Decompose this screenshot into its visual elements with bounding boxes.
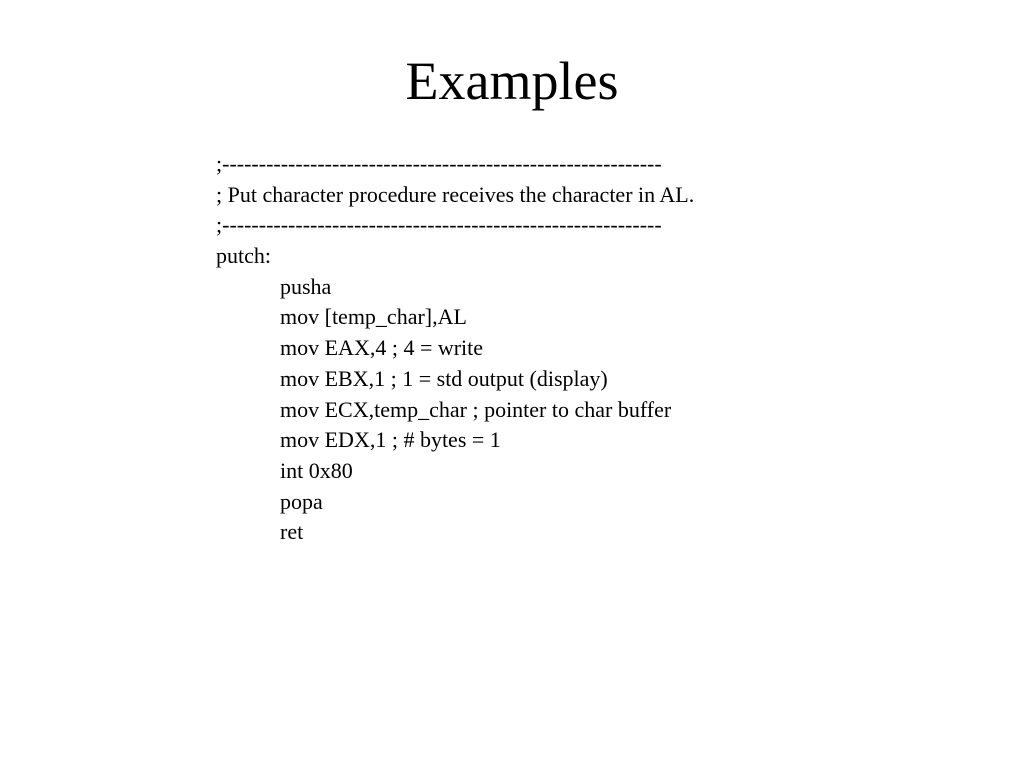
code-line-mov-temp-char: mov [temp_char],AL [280,304,467,330]
code-label-putch: putch: [216,243,271,269]
code-comment-separator-bottom: ;------------------------------------------------------------ [216,212,662,238]
code-line-mov-ecx: mov ECX,temp_char ; pointer to char buffer [280,396,672,422]
code-line-ret: ret [280,519,304,545]
code-line-mov-eax: mov EAX,4 ; 4 = write [280,335,484,361]
code-line-mov-ebx: mov EBX,1 ; 1 = std output (display) [280,365,608,391]
code-block [216,149,1006,548]
code-comment-separator-top: ;------------------------------------------------------------ [216,151,662,176]
code-line-mov-edx: mov EDX,1 ; # bytes = 1 [280,427,501,453]
code-line-popa: popa [280,488,323,514]
slide-title: Examples [405,51,619,111]
code-line-int: int 0x80 [280,457,353,483]
code-line-pusha: pusha [280,273,332,299]
code-comment-description: ; Put character procedure receives the character in AL. [216,181,695,207]
